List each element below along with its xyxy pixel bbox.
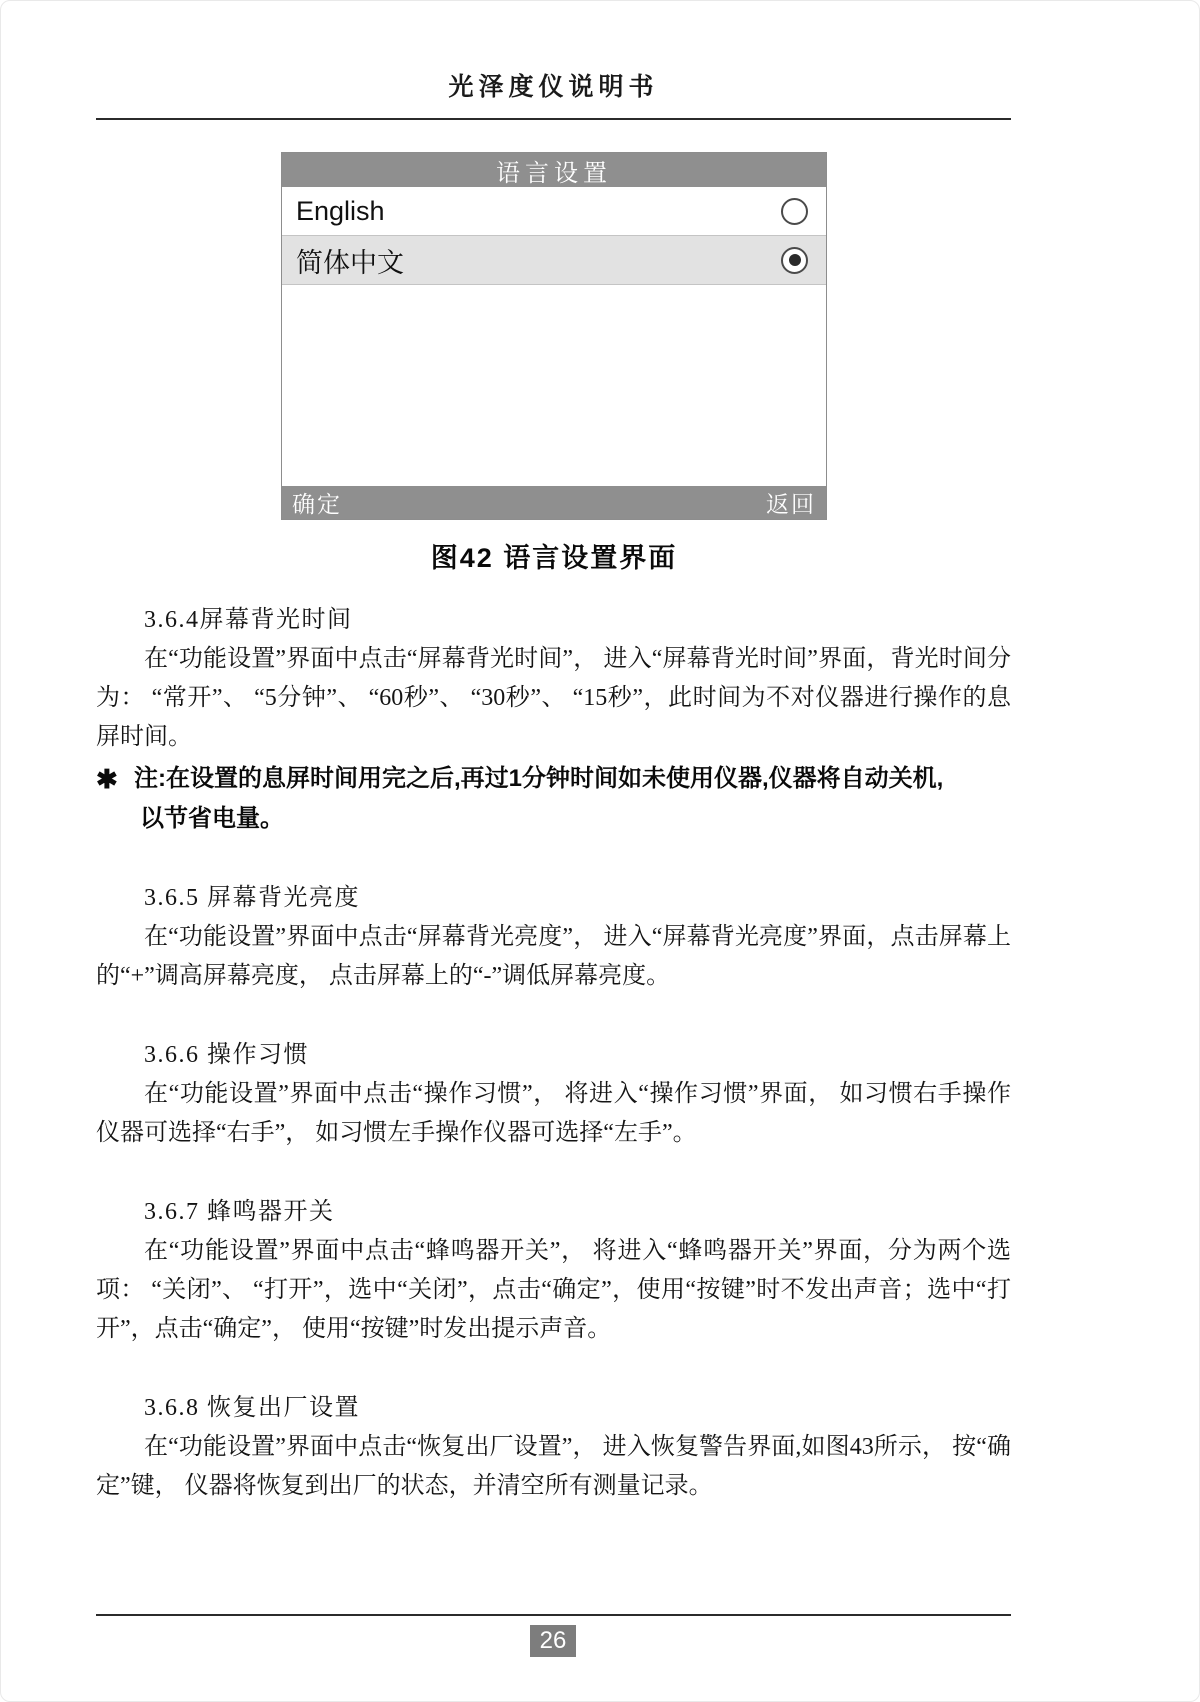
header-divider xyxy=(96,118,1011,120)
radio-selected-icon[interactable] xyxy=(781,247,808,274)
note-line: 注:在设置的息屏时间用完之后,再过1分钟时间如未使用仪器,仪器将自动关机, xyxy=(134,765,944,792)
page-footer xyxy=(1,1614,1199,1701)
language-settings-dialog xyxy=(281,152,827,520)
note-block xyxy=(96,759,1011,839)
section-body: 在“功能设置”界面中点击“屏幕背光亮度”， 进入“屏幕背光亮度”界面，点击屏幕上的“+”调高屏幕亮度， 点击屏幕上的“-”调低屏幕亮度。 xyxy=(96,924,1011,989)
figure-42-block xyxy=(281,152,827,575)
footer-divider xyxy=(96,1614,1011,1616)
note-star-icon: ✱ xyxy=(96,764,118,794)
section-heading: 3.6.6 操作习惯 xyxy=(144,1042,309,1068)
section-heading: 3.6.4屏幕背光时间 xyxy=(144,607,353,633)
note-line: 以节省电量。 xyxy=(140,805,284,832)
back-button[interactable]: 返回 xyxy=(766,491,816,517)
section-body: 在“功能设置”界面中点击“屏幕背光时间”， 进入“屏幕背光时间”界面，背光时间分为： “常开”、 “5分钟”、 “60秒”、 “30秒”、 “15秒”，此时间为不对仪器进行操作的息屏时间。 xyxy=(96,646,1011,750)
section-body: 在“功能设置”界面中点击“恢复出厂设置”， 进入恢复警告界面,如图43所示， 按“确定”键， 仪器将恢复到出厂的状态，并清空所有测量记录。 xyxy=(96,1434,1011,1499)
language-option-english[interactable] xyxy=(282,187,826,236)
option-label-english: English xyxy=(296,195,385,226)
page-title: 光泽度仪说明书 xyxy=(448,73,659,101)
section-heading: 3.6.5 屏幕背光亮度 xyxy=(144,885,360,911)
dialog-title: 语言设置 xyxy=(282,153,826,187)
radio-unselected-icon[interactable] xyxy=(781,198,808,225)
figure-caption: 图42 语言设置界面 xyxy=(430,543,678,573)
dialog-empty-area xyxy=(282,285,826,486)
language-option-simplified-chinese[interactable] xyxy=(282,236,826,285)
section-3-6-5 xyxy=(96,879,1011,996)
section-3-6-6 xyxy=(96,1036,1011,1153)
page-header xyxy=(1,1,1199,120)
manual-content xyxy=(96,587,1011,1506)
section-heading: 3.6.8 恢复出厂设置 xyxy=(144,1395,360,1421)
section-3-6-4 xyxy=(96,601,1011,839)
section-body: 在“功能设置”界面中点击“蜂鸣器开关”， 将进入“蜂鸣器开关”界面，分为两个选项： “关闭”、 “打开”，选中“关闭”，点击“确定”，使用“按键”时不发出声音；选中“打开”，点击“确定”， 使用“按键”时发出提示声音。 xyxy=(96,1238,1011,1342)
note-text xyxy=(134,759,1011,839)
dialog-footer-bar xyxy=(282,486,826,519)
radio-dot xyxy=(789,254,801,266)
confirm-button[interactable]: 确定 xyxy=(292,491,342,517)
section-body: 在“功能设置”界面中点击“操作习惯”， 将进入“操作习惯”界面， 如习惯右手操作仪器可选择“右手”， 如习惯左手操作仪器可选择“左手”。 xyxy=(96,1081,1011,1146)
option-label-chinese: 简体中文 xyxy=(296,247,404,278)
section-3-6-7 xyxy=(96,1193,1011,1349)
section-3-6-8 xyxy=(96,1389,1011,1506)
section-heading: 3.6.7 蜂鸣器开关 xyxy=(144,1199,335,1225)
page-number-badge: 26 xyxy=(530,1625,576,1657)
